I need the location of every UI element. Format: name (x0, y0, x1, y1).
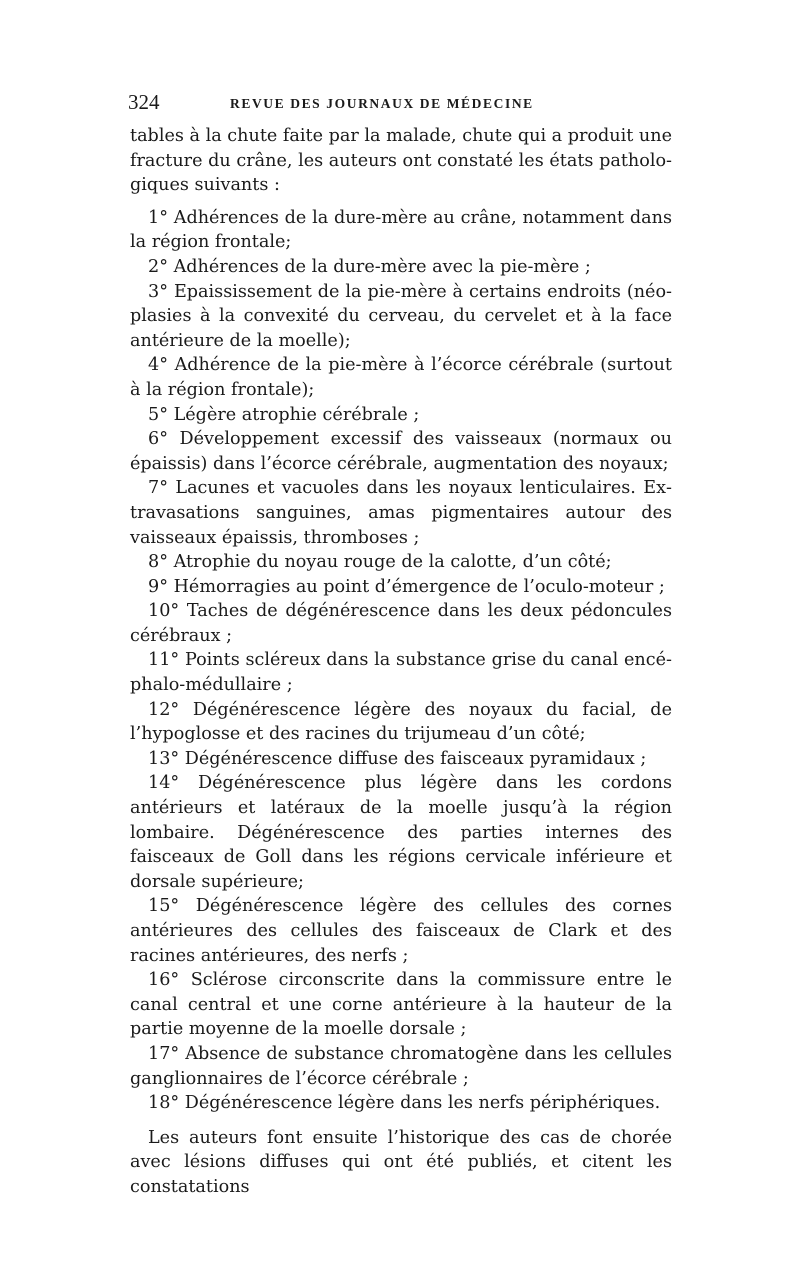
lesion-item-16: 16° Sclérose circonscrite dans la commissure entre le canal central et une corne antérieure à la hauteur de la partie moyenne de la moelle dorsale ; (130, 970, 672, 1040)
lesion-item-10: 10° Taches de dégénérescence dans les deux pédoncules cérébraux ; (130, 601, 672, 646)
lesion-item-17: 17° Absence de substance chromatogène dans les cellules ganglionnaires de l’écorce cérébrale ; (130, 1043, 672, 1089)
article-body (130, 124, 672, 1200)
lesion-item-18: 18° Dégénérescence légère dans les nerfs périphériques. (148, 1093, 661, 1114)
running-head (130, 90, 672, 124)
closing-paragraph: Les auteurs font ensuite l’historique des cas de chorée avec lésions diffuses qui ont été publiés, et citent les constatations (130, 1127, 672, 1197)
lesion-item-5: 5° Légère atrophie cérébrale ; (148, 404, 420, 425)
lesion-item-13: 13° Dégénérescence diffuse des faisceaux pyramidaux ; (148, 748, 647, 769)
lesion-item-7: 7° Lacunes et vacuoles dans les noyaux lenticulaires. Extravasations sanguines, amas pigmentaires autour des vaisseaux épaissis, thromboses ; (130, 478, 672, 548)
page-number: 324 (128, 90, 160, 114)
lesion-item-14: 14° Dégénérescence plus légère dans les cordons antérieurs et latéraux de la moelle jusqu’à la région lombaire. Dégénérescence des parties internes des faisceaux de Goll dans les régions cervicale inférieure et dorsale supérieure; (130, 773, 672, 892)
intro-paragraph: tables à la chute faite par la malade, chute qui a produit une fracture du crâne, les auteurs ont constaté les états pathologiques suivants : (130, 126, 672, 196)
journal-title: REVUE DES JOURNAUX DE MÉDECINE (230, 96, 534, 111)
lesion-item-11: 11° Points scléreux dans la substance grise du canal encéphalo-médullaire ; (130, 650, 672, 696)
lesion-item-8: 8° Atrophie du noyau rouge de la calotte, d’un côté; (148, 552, 612, 573)
lesion-item-1: 1° Adhérences de la dure-mère au crâne, notamment dans la région frontale; (130, 207, 672, 253)
book-page (130, 90, 672, 1200)
lesion-item-9: 9° Hémorragies au point d’émergence de l’oculo-moteur ; (148, 576, 665, 597)
lesion-item-15: 15° Dégénérescence légère des cellules des cornes antérieures des cellules des faisceaux de Clark et des racines antérieures, des nerfs ; (130, 896, 672, 966)
lesion-item-4: 4° Adhérence de la pie-mère à l’écorce cérébrale (surtout à la région frontale); (130, 355, 672, 400)
lesion-item-3: 3° Epaississement de la pie-mère à certains endroits (néoplasies à la convexité du cerveau, du cervelet et à la face antérieure de la moelle); (130, 281, 672, 351)
lesion-item-12: 12° Dégénérescence légère des noyaux du facial, de l’hypoglosse et des racines du trijumeau d’un côté; (130, 699, 672, 745)
lesion-item-6: 6° Développement excessif des vaisseaux (normaux ou épaissis) dans l’écorce cérébrale, augmentation des noyaux; (130, 429, 672, 474)
lesion-item-2: 2° Adhérences de la dure-mère avec la pie-mère ; (148, 256, 591, 277)
